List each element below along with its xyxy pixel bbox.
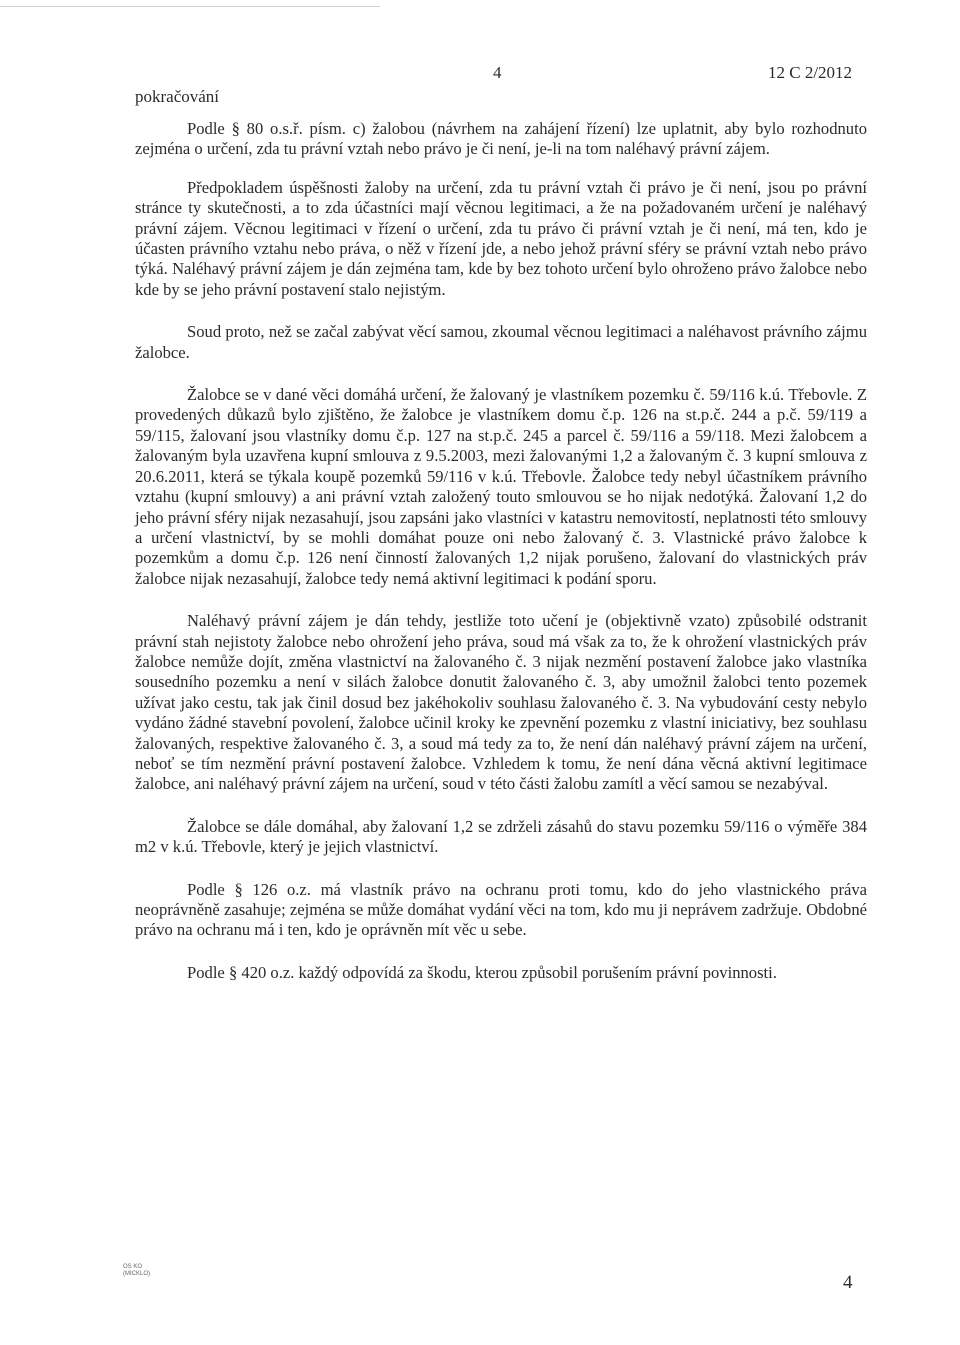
header-page-number: 4 bbox=[493, 63, 502, 82]
paragraph: Žalobce se dále domáhal, aby žalovaní 1,2 se zdrželi zásahů do stavu pozemku 59/116 o výměře 384 m2 v k.ú. Třebovle, který je jejich vlastnictví. bbox=[135, 816, 867, 857]
footer-office-code bbox=[123, 1264, 150, 1278]
footer-code-line: OS KO bbox=[123, 1264, 143, 1270]
top-scan-rule bbox=[0, 6, 380, 7]
footer-page-number: 4 bbox=[843, 1272, 853, 1293]
footer-code-line: (MICKLO) bbox=[123, 1271, 150, 1277]
paragraph: Naléhavý právní zájem je dán tehdy, jestliže toto učení je (objektivně vzato) způsobilé odstranit právní stah nejistoty žalobce nebo ohrožení jeho práva, soud má však za to, že k ohrožení vlastnických práv žalobce nemůže dojít, změna vlastnictví na žalovaného č. 3 nijak nezmění postavení žalobce jako vlastníka sousedního pozemku a není v silách žalobce donutit žalovaného č. 3, aby umožnil žalobci tento pozemek užívat jako cestu, tak jak činil dosud bez jakéhokoliv souhlasu žalovaného č. 3. Na vybudování cesty nebylo vydáno žádné stavební povolení, žalobce učinil kroky ke zpevnění pozemku z vlastní iniciativy, bez souhlasu žalovaných, respektive žalovaného č. 3, a soud má tedy za to, že není dán naléhavý právní zájem na určení, neboť se tím nezmění právní postavení žalobce. Vzhledem k tomu, že není dána věcná aktivní legitimace žalobce, ani naléhavý právní zájem na určení, soud v této části žalobu zamítl a věcí samou se nezabýval. bbox=[135, 611, 867, 794]
paragraph: Předpokladem úspěšnosti žaloby na určení, zda tu právní vztah či právo je či není, jsou po právní stránce ty skutečnosti, a to zda účastníci mají věcnou legitimaci, a že na požadovaném určení je naléhavý právní zájem. Věcnou legitimaci v řízení o určení, zda tu právo či právní vztah je či není, má ten, kdo je účasten právního vztahu nebo práva, o něž v řízení jde, a nebo jehož právní sféry se právní vztah nebo právo týká. Naléhavý právní zájem je dán zejména tam, kde by bez tohoto určení bylo ohroženo právo žalobce nebo kde by se jeho právní postavení stalo nejistým. bbox=[135, 177, 867, 299]
paragraph: Podle § 80 o.s.ř. písm. c) žalobou (návrhem na zahájení řízení) lze uplatnit, aby bylo rozhodnuto zejména o určení, zda tu právní vztah nebo právo je či není, je-li na tom naléhavý právní zájem. bbox=[135, 119, 867, 159]
paragraph: Soud proto, než se začal zabývat věcí samou, zkoumal věcnou legitimaci a naléhavost právního zájmu žalobce. bbox=[135, 322, 867, 362]
continuation-label: pokračování bbox=[135, 87, 220, 106]
paragraph: Žalobce se v dané věci domáhá určení, že žalovaný je vlastníkem pozemku č. 59/116 k.ú. Třebovle. Z provedených důkazů bylo zjištěno, že žalobce je vlastníkem domu č.p. 126 na st.p.č. 244 a p.č. 59/119 a 59/115, žalovaní jsou vlastníky domu č.p. 127 na st.p.č. 245 a parcel č. 59/116 a 59/118. Mezi žalobcem a žalovaným byla uzavřena kupní smlouva z 9.5.2003, mezi žalovanými 1,2 a žalovaným č. 3 kupní smlouva z 20.6.2011, která se týkala koupě pozemků 59/116 v k.ú. Třebovle. Žalobce tedy nebyl účastníkem právního vztahu (kupní smlouvy) a ani právní vztah založený touto smlouvou se ho nijak nedotýká. Žalovaní 1,2 do jeho právní sféry nijak nezasahují, jsou zapsáni jako vlastníci v katastru nemovitostí, neplatnosti této smlouvy a určení vlastnictví, by se mohli domáhat pouze oni nebo žalovaný č. 3. Vlastnické právo žalobce k pozemkům a domu č.p. 126 není činností žalovaných 1,2 nijak porušeno, žalovaní do vlastnických práv žalobce nijak nezasahují, žalobce tedy nemá aktivní legitimaci k podání sporu. bbox=[135, 385, 867, 588]
paragraph: Podle § 420 o.z. každý odpovídá za škodu, kterou způsobil porušením právní povinnosti. bbox=[187, 962, 777, 982]
document-body bbox=[135, 119, 867, 1005]
case-reference: 12 C 2/2012 bbox=[768, 63, 853, 82]
paragraph: Podle § 126 o.z. má vlastník právo na ochranu proti tomu, kdo do jeho vlastnického práva neoprávněně zasahuje; zejména se může domáhat vydání věci na tom, kdo mu ji neprávem zadržuje. Obdobné právo na ochranu má i ten, kdo je oprávněn mít věc u sebe. bbox=[135, 879, 867, 940]
